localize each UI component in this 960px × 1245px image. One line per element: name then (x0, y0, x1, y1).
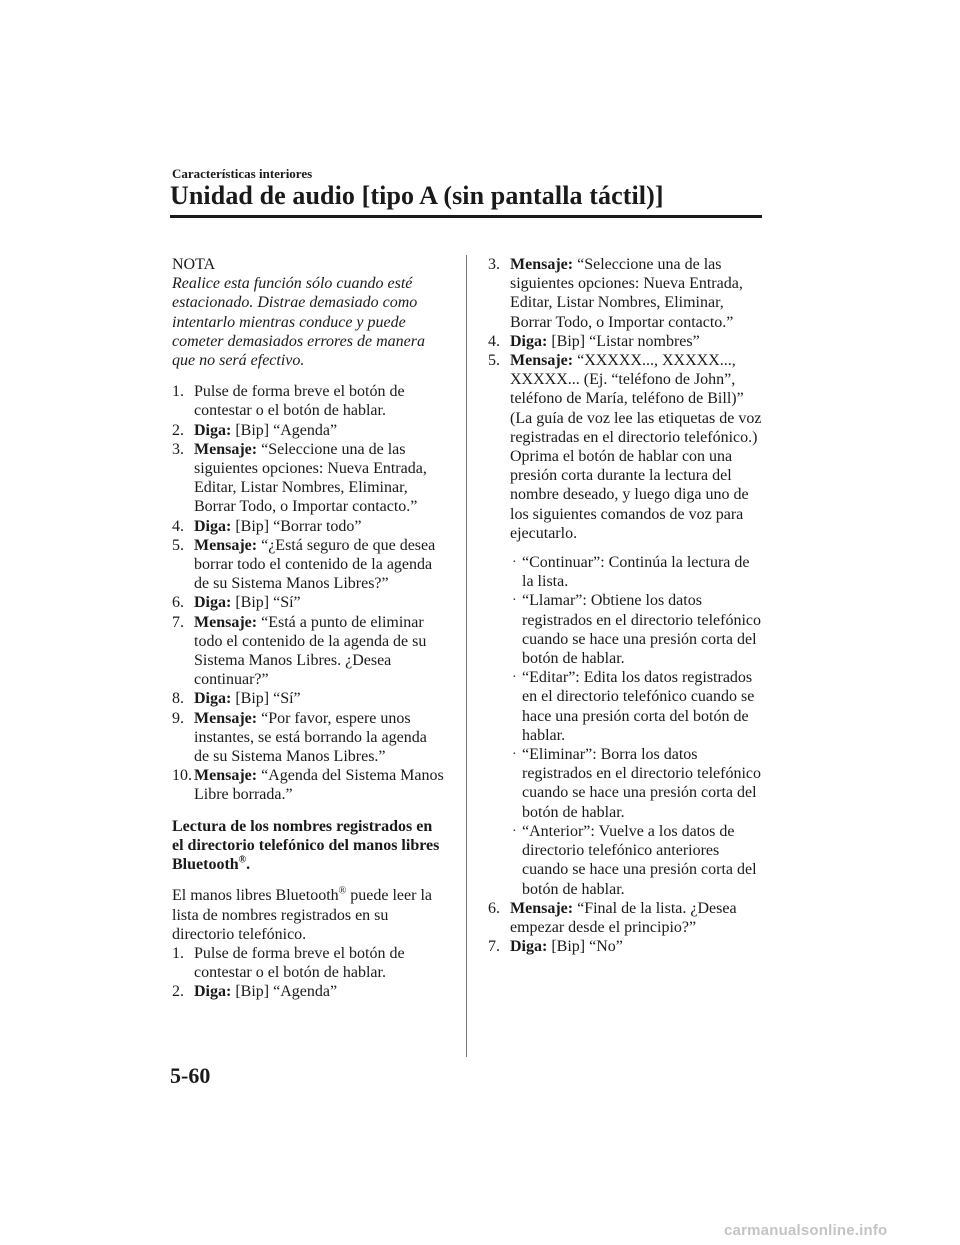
note-title: NOTA (172, 256, 216, 273)
step-item: 6. Mensaje: “Final de la lista. ¿Desea empezar desde el principio?” (488, 899, 737, 936)
step-item: 10. Mensaje: “Agenda del Sistema Manos Libre borrada.” (172, 767, 444, 804)
title-rule (170, 215, 762, 218)
step-item: 9. Mensaje: “Por favor, espere unos instantes, se está borrando la agenda de su Sistema Manos Libres.” (172, 709, 427, 766)
step-item: 4. Diga: [Bip] “Borrar todo” (172, 517, 362, 535)
section-label: Características interiores (172, 166, 313, 181)
site-watermark: carmanualsonline.info (724, 1222, 888, 1239)
bullet-icon: · (512, 593, 517, 609)
command-item: · “Eliminar”: Borra los datos registrados en el directorio telefónico cuando se hace una presión corta del botón de hablar. (512, 746, 762, 821)
step-item: 8. Diga: [Bip] “Sí” (172, 690, 301, 708)
step-item: 5. Mensaje: “¿Está seguro de que desea borrar todo el contenido de la agenda de su Sistema Manos Libres?” (172, 536, 436, 593)
command-item: · “Anterior”: Vuelve a los datos de directorio telefónico anteriores cuando se hace una presión corta del botón de hablar. (512, 822, 757, 898)
page-number: 5-60 (170, 1063, 211, 1088)
step-item: 1. Pulse de forma breve el botón de contestar o el botón de hablar. (172, 944, 405, 982)
bullet-icon: · (512, 670, 517, 686)
section-subheading: Lectura de los nombres registrados en el directorio telefónico del manos libres Bluetooth®. (172, 817, 440, 874)
step-list-2 (172, 944, 444, 1002)
step-item: 2. Diga: [Bip] “Agenda” (172, 421, 338, 439)
bullet-icon: · (512, 747, 517, 763)
command-item: · “Continuar”: Continúa la lectura de la lista. (512, 554, 750, 591)
command-list (510, 553, 763, 899)
page-title: Unidad de audio [tipo A (sin pantalla táctil)] (170, 181, 664, 210)
body-paragraph: El manos libres Bluetooth® puede leer la lista de nombres registrados en su directorio telefónico. (172, 885, 432, 943)
right-column (488, 255, 763, 956)
step-item: 3. Mensaje: “Seleccione una de las siguientes opciones: Nueva Entrada, Editar, Listar Nombres, Eliminar, Borrar Todo, o Importar contacto.” (172, 440, 427, 516)
bullet-icon: · (512, 555, 517, 571)
step-item: 1. Pulse de forma breve el botón de contestar o el botón de hablar. (172, 383, 405, 420)
command-item: · “Llamar”: Obtiene los datos registrados en el directorio telefónico cuando se hace una presión corta del botón de hablar. (512, 592, 762, 668)
left-column (172, 255, 444, 1002)
step-list (172, 382, 444, 804)
column-divider (466, 255, 467, 1057)
step-item: 4. Diga: [Bip] “Listar nombres” (488, 332, 700, 350)
step-item: 3. Mensaje: “Seleccione una de las siguientes opciones: Nueva Entrada, Editar, Listar Nombres, Eliminar, Borrar Todo, o Importar contacto.” (488, 256, 743, 331)
step-item: 7. Diga: [Bip] “No” (488, 938, 623, 956)
step-item: 2. Diga: [Bip] “Agenda” (172, 983, 338, 1001)
step-item: 6. Diga: [Bip] “Sí” (172, 594, 301, 612)
step-item: 5. Mensaje: “XXXXX..., XXXXX..., XXXXX... (Ej. “teléfono de John”, teléfono de María, teléfono de Bill)” (La guía de voz lee las etiquetas de voz registradas en el directorio telefónico.) Oprima el botón de hablar con una presión corta durante la lectura del nombre deseado, y luego diga uno de los siguientes comandos de voz para ejecutarlo. · “Continuar”: Continúa la lectura de la lista. · “Llamar”: Obtiene los datos registrados en el directorio telefónico cuando se hace una presión corta del botón de hablar. · “Editar”: Edita los datos registrados en el directorio telefónico cuando se hace una presión corta del botón de hablar. · “Eliminar”: Borra los datos registrados en el directorio telefónico cuando se hace una presión corta del botón de hablar. · “Anterior”: Vuelve a los datos de directorio telefónico anteriores cuando se hace una presión corta del botón de hablar. (488, 352, 762, 898)
note-text: Realice esta función sólo cuando esté estacionado. Distrae demasiado como intentarlo mientras conduce y puede cometer demasiados errores de manera que no será efectivo. (172, 275, 425, 370)
step-item: 7. Mensaje: “Está a punto de eliminar todo el contenido de la agenda de su Sistema Manos Libres. ¿Desea continuar?” (172, 613, 427, 689)
command-item: · “Editar”: Edita los datos registrados en el directorio telefónico cuando se hace una presión corta del botón de hablar. (512, 669, 755, 744)
step-list-right (488, 255, 763, 956)
bullet-icon: · (512, 823, 517, 839)
